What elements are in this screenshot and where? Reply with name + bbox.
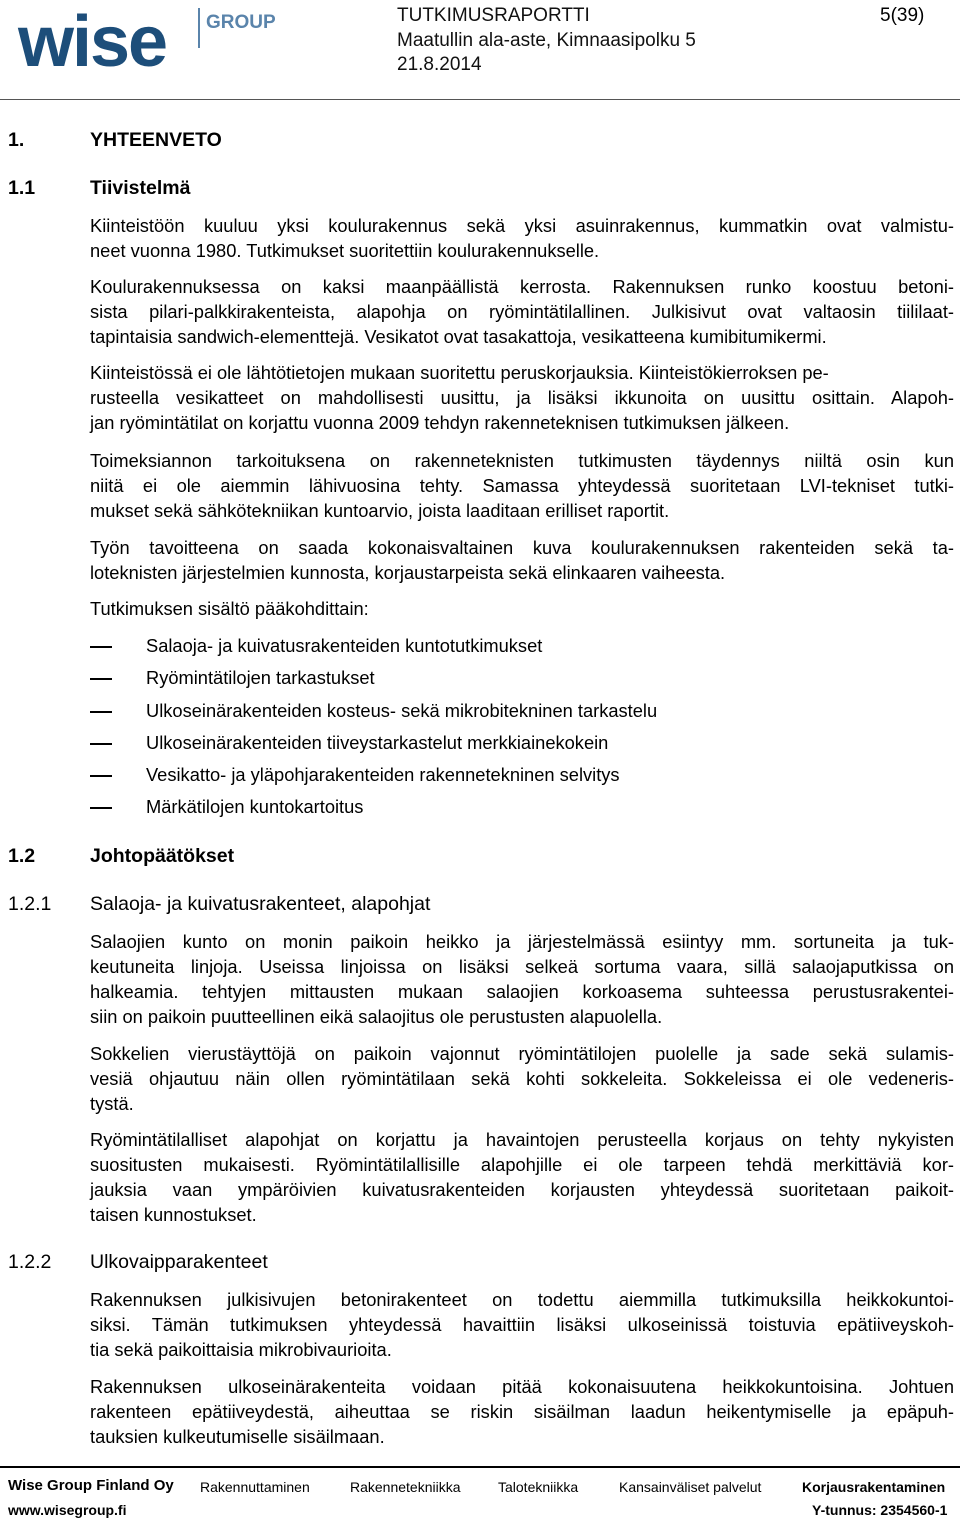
logo-wordmark: wise — [18, 2, 167, 82]
drainage-paragraph-1: Salaojien kunto on monin paikoin heikko ja järjestelmässä esiintyy mm. sortuneita ja tuk- keutuneita linjoja. Useissa linjoissa on lisäksi selkeä sortuma vaara, sillä salaojaputkissa on halkeamia. tehtyjen mittausten mukaan salaojien korkoasema suhteessa perustusrakentei- siin on paikoin puutteellinen eikä salaojitus ole perustusten alapuolella. — [90, 931, 954, 1027]
logo-group-text: GROUP — [206, 12, 276, 33]
section-number: 1.1 — [8, 177, 36, 199]
footer-service: Rakennetekniikka — [350, 1479, 461, 1495]
summary-paragraph-1: Kiinteistöön kuuluu yksi koulurakennus sekä yksi asuinrakennus, kummatkin ovat valmistu- neet vuonna 1980. Tutkimukset suoritettiin koulurakennukselle. — [90, 215, 954, 261]
header-divider — [0, 99, 960, 100]
section-number: 1.2.2 — [8, 1251, 52, 1273]
footer-service: Rakennuttaminen — [200, 1479, 310, 1495]
page-number: 5(39) — [880, 5, 925, 26]
envelope-paragraph-2: Rakennuksen ulkoseinärakenteita voidaan pitää kokonaisuutena heikkokuntoisina. Johtuen rakenteen epätiiveydestä, aiheuttaa se riskin sisäilman laadun heikentymiselle ja epäpuh- tauksien kulkeutumiselle sisäilmaan. — [90, 1376, 954, 1447]
footer-service: Korjausrakentaminen — [802, 1479, 946, 1495]
section-number: 1.2 — [8, 845, 36, 867]
section-number: 1. — [8, 129, 25, 151]
list-intro: Tutkimuksen sisältö pääkohdittain: — [90, 598, 369, 619]
dash-bullet — [90, 678, 112, 680]
section-title: Johtopäätökset — [90, 845, 235, 867]
section-title: Tiivistelmä — [90, 177, 191, 199]
footer-divider — [0, 1466, 960, 1468]
logo-divider — [198, 8, 200, 48]
envelope-paragraph-1: Rakennuksen julkisivujen betonirakenteet on todettu aiemmilla tutkimuksilla heikkokuntoi- siksi. Tämän tutkimuksen yhteydessä havaittiin lisäksi ulkoseinissä toistuvia epätiiveyskoh- tia sekä paikoittaisia mikrobivaurioita. — [90, 1289, 954, 1360]
report-date: 21.8.2014 — [397, 54, 482, 75]
dash-bullet — [90, 711, 112, 713]
drainage-paragraph-2: Sokkelien vierustäyttöjä on paikoin vajonnut ryömintätilojen puolelle ja sade sekä sulamis- vesiä ohjautuu näin ollen ryömintätilaan sekä kohti sokkeleita. Sokkeleissa ei ole vedeneris- tystä. — [90, 1043, 954, 1114]
report-subject: Maatullin ala-aste, Kimnaasipolku 5 — [397, 30, 696, 51]
footer-business-id: Y-tunnus: 2354560-1 — [812, 1502, 948, 1518]
summary-paragraph-4: Toimeksiannon tarkoituksena on rakenneteknisten tutkimusten täydennys niiltä osin kun niitä ei ole aiemmin lähivuosina tehty. Samassa yhteydessä suoritetaan LVI-tekniset tutki- mukset sekä sähkötekniikan kuntoarvio, joista laaditaan erilliset raportit. — [90, 450, 954, 521]
wise-group-logo — [18, 2, 276, 82]
section-number: 1.2.1 — [8, 893, 52, 915]
dash-bullet — [90, 775, 112, 777]
report-type: TUTKIMUSRAPORTTI — [397, 5, 590, 26]
drainage-paragraph-3: Ryömintätilalliset alapohjat on korjattu ja havaintojen perusteella korjaus on tehty nykyisten suositusten mukaisesti. Ryömintätilallisille alapohjille ei ole tarpeen tehdä merkittäviä kor- jauksia vaan ympäröivien kuivatusrakenteiden korjausten yhteydessä suoritetaan paikoit- taisen kunnostukset. — [90, 1129, 954, 1225]
dash-bullet — [90, 743, 112, 745]
footer-service: Kansainväliset palvelut — [619, 1479, 762, 1495]
footer-company: Wise Group Finland Oy — [8, 1477, 174, 1494]
summary-paragraph-5: Työn tavoitteena on saada kokonaisvaltainen kuva koulurakennuksen rakenteiden sekä ta- loteknisten järjestelmien kunnosta, korjaustarpeista sekä elinkaaren vaiheesta. — [90, 537, 954, 583]
summary-paragraph-3: Kiinteistössä ei ole lähtötietojen mukaan suoritettu peruskorjauksia. Kiinteistökierroksen pe- rusteella vesikatteet on mahdollisesti uusittu, ja lisäksi ikkunoita on uusittu osittain. Alapoh- jan ryömintätilat on korjattu vuonna 2009 tehdyn rakenneteknisen tutkimuksen jälkeen. — [90, 362, 954, 433]
section-title: Ulkovaipparakenteet — [90, 1251, 268, 1273]
dash-bullet — [90, 807, 112, 809]
dash-bullet — [90, 646, 112, 648]
summary-paragraph-2: Koulurakennuksessa on kaksi maanpäällistä kerrosta. Rakennuksen runko koostuu betoni- sista pilari-palkkirakenteista, alapohja on ryömintätilallinen. Julkisivut ovat valtaosin tiililaat- tapintaisia sandwich-elementtejä. Vesikatot ovat tasakattoja, vesikatteena kumibitumikermi. — [90, 276, 954, 347]
section-title: YHTEENVETO — [90, 129, 222, 151]
footer-service: Talotekniikka — [498, 1479, 579, 1495]
section-title: Salaoja- ja kuivatusrakenteet, alapohjat — [90, 893, 431, 915]
footer-website[interactable]: www.wisegroup.fi — [8, 1502, 127, 1518]
